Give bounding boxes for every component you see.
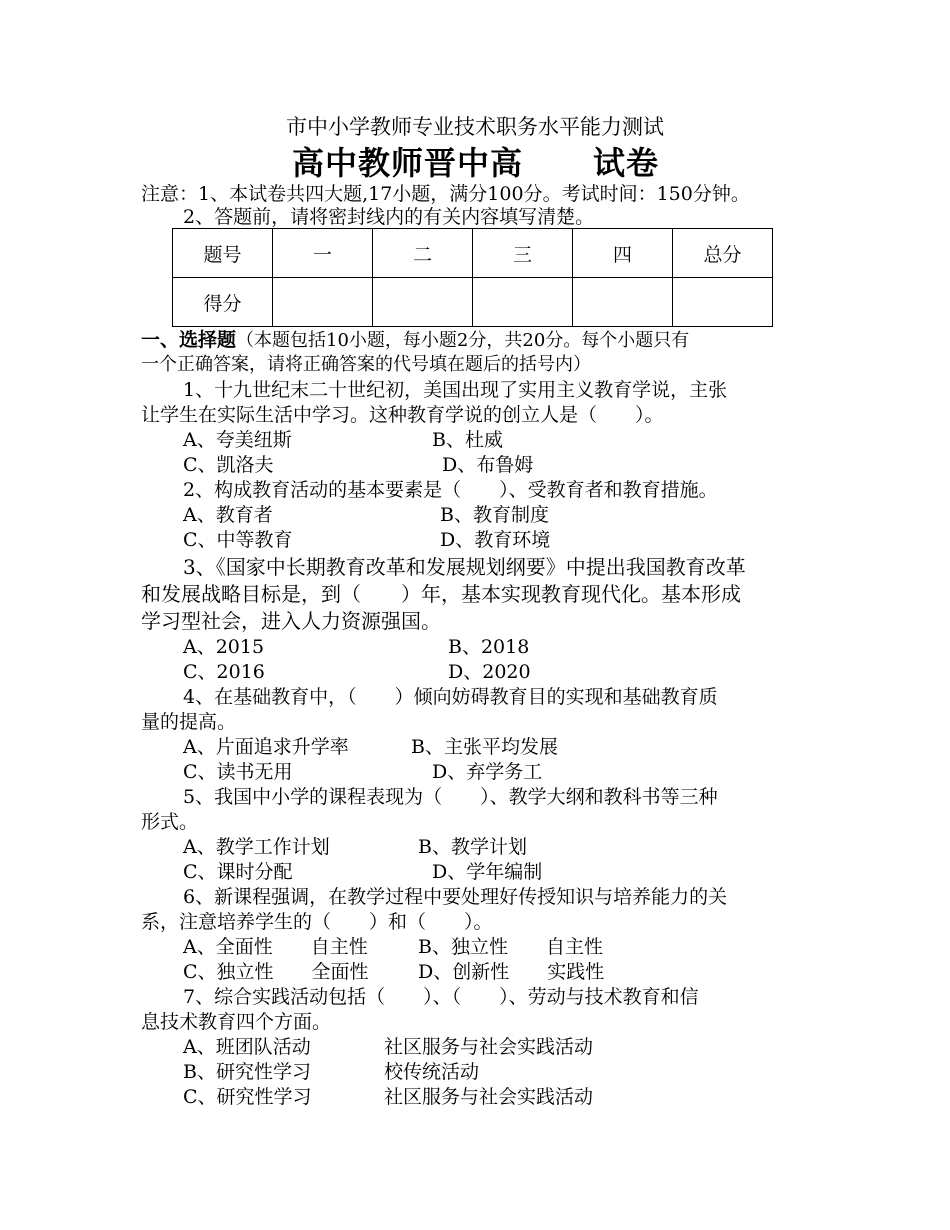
question-2-line-1: 2、构成教育活动的基本要素是（ ）、受教育者和教育措施。 — [183, 479, 718, 501]
question-6-option-b[interactable]: B、独立性 自主性 — [418, 936, 603, 958]
question-2-option-c[interactable]: C、中等教育 — [183, 529, 293, 551]
question-5-line-2: 形式。 — [141, 811, 199, 833]
question-4-option-d[interactable]: D、弃学务工 — [432, 761, 543, 783]
question-5-line-1: 5、我国中小学的课程表现为（ ）、教学大纲和教科书等三种 — [183, 786, 718, 808]
score-table-cell: 二 — [373, 229, 473, 278]
section-1-line-1 — [141, 328, 689, 353]
question-3-option-d[interactable]: D、2020 — [448, 661, 531, 683]
question-4-line-2: 量的提高。 — [141, 711, 237, 733]
score-table-cell: 四 — [573, 229, 673, 278]
question-3-line-1: 3、《国家中长期教育改革和发展规划纲要》中提出我国教育改革 — [183, 555, 746, 579]
question-3-option-c[interactable]: C、2016 — [183, 661, 265, 683]
question-3-line-3: 学习型社会，进入人力资源强国。 — [141, 609, 441, 633]
score-table-cell: 总分 — [673, 229, 773, 278]
question-5-option-a[interactable]: A、教学工作计划 — [183, 836, 330, 858]
score-cell-4[interactable] — [573, 278, 673, 327]
exam-title-main: 高中教师晋中高 — [292, 144, 524, 182]
question-7-option-c-second[interactable]: 社区服务与社会实践活动 — [384, 1086, 594, 1108]
question-1-line-1: 1、十九世纪末二十世纪初，美国出现了实用主义教育学说，主张 — [183, 379, 728, 401]
question-7-option-a-second[interactable]: 社区服务与社会实践活动 — [384, 1036, 594, 1058]
question-3-option-b[interactable]: B、2018 — [448, 636, 530, 658]
exam-title — [292, 144, 659, 182]
score-table-header-row — [173, 229, 773, 278]
question-4-option-a[interactable]: A、片面追求升学率 — [183, 736, 349, 758]
section-1-note: （本题包括10小题，每小题2分，共20分。每个小题只有 — [236, 330, 690, 351]
question-1-line-2: 让学生在实际生活中学习。这种教育学说的创立人是（ ）。 — [141, 404, 664, 426]
question-2-option-d[interactable]: D、教育环境 — [440, 529, 551, 551]
exam-subtitle: 市中小学教师专业技术职务水平能力测试 — [286, 115, 664, 139]
section-1-heading: 一、选择题 — [141, 329, 237, 351]
note-line-1: 注意：1、本试卷共四大题,17小题，满分100分。考试时间：150分钟。 — [141, 183, 750, 205]
question-6-line-2: 系，注意培养学生的（ ）和（ ）。 — [141, 911, 493, 933]
question-4-option-b[interactable]: B、主张平均发展 — [411, 736, 558, 758]
question-3-option-a[interactable]: A、2015 — [183, 636, 265, 658]
question-2-option-a[interactable]: A、教育者 — [183, 504, 273, 526]
question-6-option-d[interactable]: D、创新性 实践性 — [418, 961, 605, 983]
question-1-option-b[interactable]: B、杜威 — [432, 429, 503, 451]
question-6-option-a[interactable]: A、全面性 自主性 — [183, 936, 368, 958]
question-1-option-c[interactable]: C、凯洛夫 — [183, 454, 274, 476]
question-5-option-b[interactable]: B、教学计划 — [418, 836, 527, 858]
question-1-option-a[interactable]: A、夸美纽斯 — [183, 429, 292, 451]
score-cell-1[interactable] — [273, 278, 373, 327]
question-7-option-b[interactable]: B、研究性学习 — [183, 1061, 311, 1083]
question-7-option-b-second[interactable]: 校传统活动 — [384, 1061, 480, 1083]
score-table-cell: 题号 — [173, 229, 273, 278]
score-table-cell: 三 — [473, 229, 573, 278]
exam-title-suffix: 试卷 — [593, 144, 660, 182]
question-1-option-d[interactable]: D、布鲁姆 — [442, 454, 534, 476]
score-table-score-row — [173, 278, 773, 327]
note-line-2: 2、答题前，请将密封线内的有关内容填写清楚。 — [183, 206, 595, 228]
score-cell-3[interactable] — [473, 278, 573, 327]
question-7-option-c[interactable]: C、研究性学习 — [183, 1086, 312, 1108]
question-5-option-c[interactable]: C、课时分配 — [183, 861, 293, 883]
question-4-option-c[interactable]: C、读书无用 — [183, 761, 293, 783]
question-4-line-1: 4、在基础教育中，（ ）倾向妨碍教育目的实现和基础教育质 — [183, 686, 718, 708]
question-7-option-a[interactable]: A、班团队活动 — [183, 1036, 311, 1058]
score-table-cell: 得分 — [173, 278, 273, 327]
question-6-option-c[interactable]: C、独立性 全面性 — [183, 961, 369, 983]
score-table — [172, 228, 773, 327]
score-table-cell: 一 — [273, 229, 373, 278]
question-2-option-b[interactable]: B、教育制度 — [440, 504, 549, 526]
question-7-line-1: 7、综合实践活动包括（ ）、（ ）、劳动与技术教育和信 — [183, 986, 699, 1008]
question-3-line-2: 和发展战略目标是，到（ ）年，基本实现教育现代化。基本形成 — [141, 582, 741, 606]
section-1-note-line-2: 一个正确答案，请将正确答案的代号填在题后的括号内） — [141, 354, 591, 375]
question-6-line-1: 6、新课程强调，在教学过程中要处理好传授知识与培养能力的关 — [183, 886, 728, 908]
score-cell-total[interactable] — [673, 278, 773, 327]
question-7-line-2: 息技术教育四个方面。 — [141, 1011, 332, 1033]
question-5-option-d[interactable]: D、学年编制 — [432, 861, 543, 883]
score-cell-2[interactable] — [373, 278, 473, 327]
